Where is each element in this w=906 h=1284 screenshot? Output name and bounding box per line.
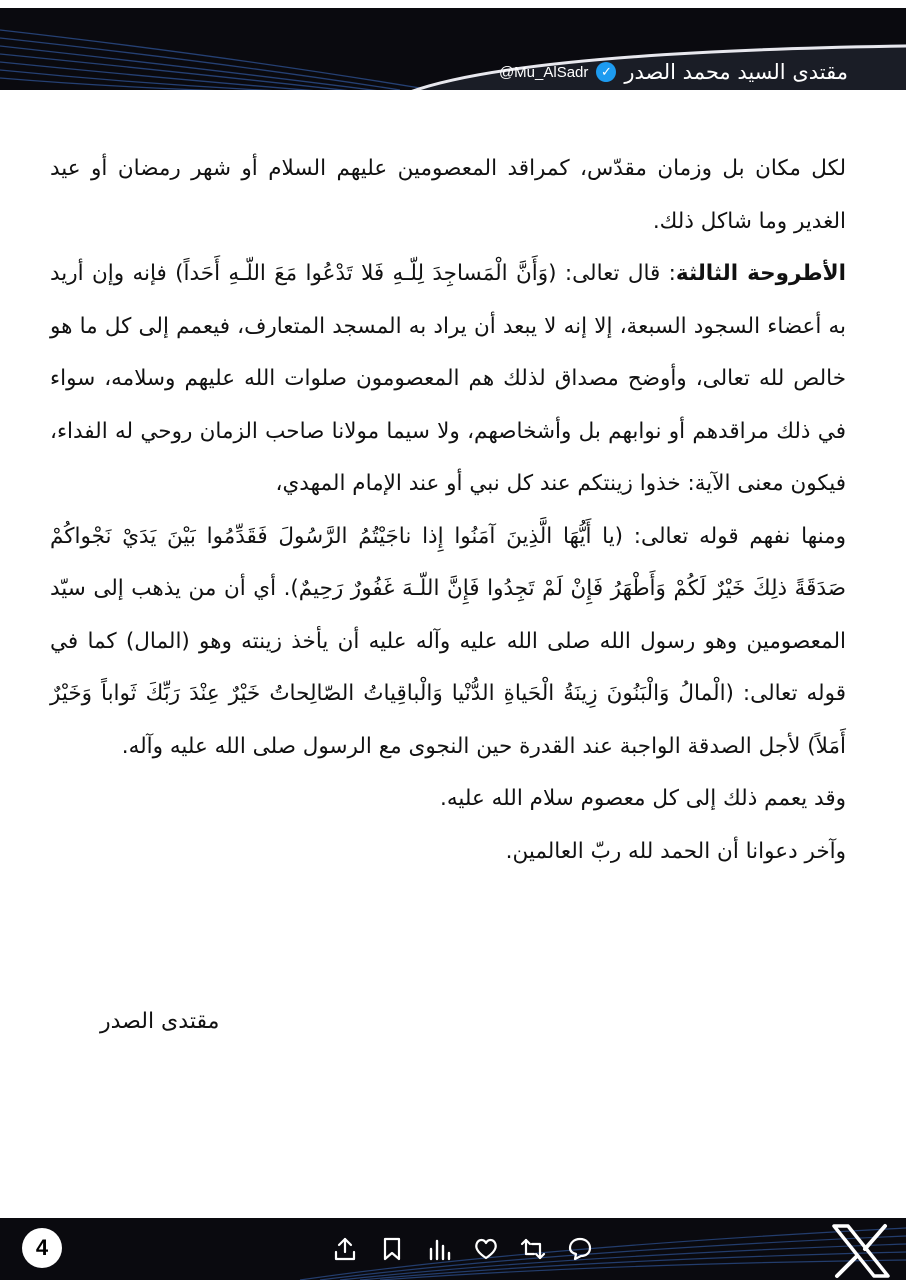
paragraph xyxy=(50,826,846,879)
repost-icon[interactable] xyxy=(518,1234,547,1263)
views-icon[interactable] xyxy=(424,1234,453,1263)
paragraph-text: : قال تعالى: (وَأَنَّ الْمَساجِدَ لِلّـهِ فَلا تَدْعُوا مَعَ اللّـهِ أَحَداً) فإنه وإن أريد به أعضاء السجود السبعة، إلا إنه لا يبعد أن يراد به المسجد المتعارف، فيعمم إلى كل ما هو خالص لله تعالى، وأوضح مصداق لذلك هم المعصومون صلوات الله عليهم وسلامه، سواء في ذلك مراقدهم أو نوابهم بل وأشخاصهم، ولا سيما مولانا صاحب الزمان روحي له الفداء، فيكون معنى الآية: خذوا زينتكم عند كل نبي أو عند الإمام المهدي، xyxy=(50,261,846,496)
paragraph xyxy=(50,143,846,248)
paragraph xyxy=(50,511,846,774)
paragraph xyxy=(50,773,846,826)
signature: مقتدى الصدر xyxy=(100,1009,220,1034)
x-logo-icon xyxy=(830,1222,892,1280)
post-actions xyxy=(330,1234,594,1263)
section-heading: الأطروحة الثالثة xyxy=(675,261,846,286)
like-icon[interactable] xyxy=(471,1234,500,1263)
paragraph-text: وآخر دعوانا أن الحمد لله ربّ العالمين. xyxy=(505,838,846,864)
reply-icon[interactable] xyxy=(565,1234,594,1263)
header-bar xyxy=(0,0,906,100)
paragraph-text: لكل مكان بل وزمان مقدّس، كمراقد المعصومين عليهم السلام أو شهر رمضان أو عيد الغدير وما شاكل ذلك. xyxy=(50,156,846,234)
header-background xyxy=(0,0,906,100)
share-icon[interactable] xyxy=(330,1234,359,1263)
post-author[interactable] xyxy=(499,60,848,84)
paragraph-text: ومنها نفهم قوله تعالى: (يا أَيُّهَا الَّذِينَ آمَنُوا إِذا ناجَيْتُمُ الرَّسُولَ فَقَدِّمُوا بَيْنَ يَدَيْ نَجْواكُمْ صَدَقَةً ذلِكَ خَيْرٌ لَكُمْ وَأَطْهَرُ فَإِنْ لَمْ تَجِدُوا فَإِنَّ اللّـهَ غَفُورٌ رَحِيمٌ). أي أن من يذهب إلى سيّد المعصومين وهو رسول الله صلى الله عليه وآله عليه أن يأخذ زينته وهو (المال) كما في قوله تعالى: (الْمالُ وَالْبَنُونَ زِينَةُ الْحَياةِ الدُّنْيا وَالْباقِياتُ الصّالِحاتُ خَيْرٌ عِنْدَ رَبِّكَ ثَواباً وَخَيْرٌ أَمَلاً) لأجل الصدقة الواجبة عند القدرة حين النجوى مع الرسول صلى الله عليه وآله. xyxy=(50,523,846,759)
paragraph xyxy=(50,248,846,511)
author-handle[interactable]: @Mu_AlSadr xyxy=(498,63,589,81)
bookmark-icon[interactable] xyxy=(377,1234,406,1263)
verified-badge-icon: ✓ xyxy=(596,62,616,82)
author-name[interactable]: مقتدى السيد محمد الصدر xyxy=(624,60,848,84)
paragraph-text: وقد يعمم ذلك إلى كل معصوم سلام الله عليه. xyxy=(440,786,846,811)
page-number: 4 xyxy=(22,1228,62,1268)
post-body xyxy=(50,143,846,878)
